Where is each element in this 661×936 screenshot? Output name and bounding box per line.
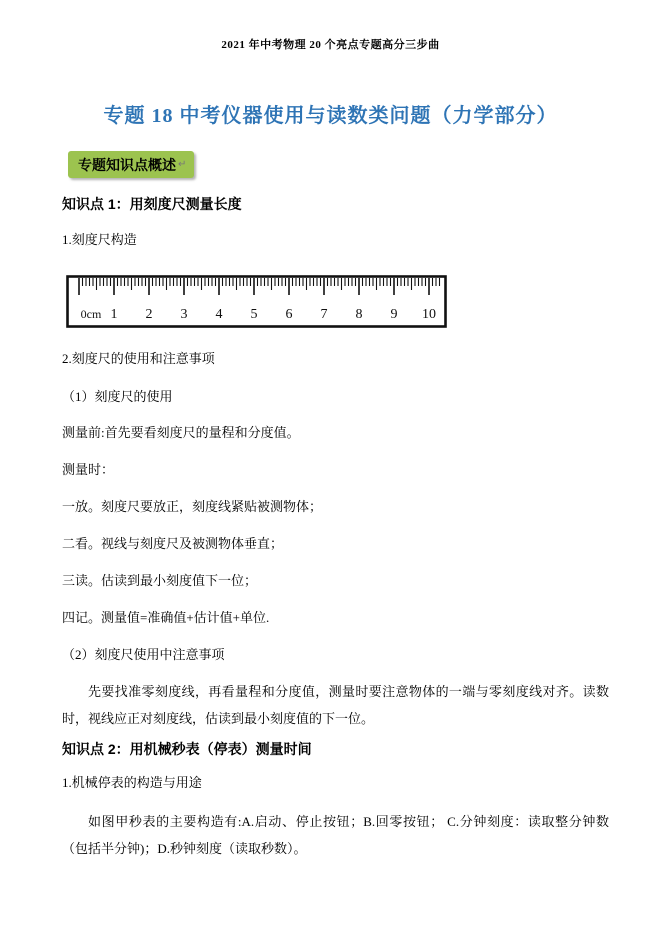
svg-text:10: 10 [422, 307, 436, 322]
svg-text:4: 4 [215, 307, 223, 322]
svg-text:7: 7 [320, 307, 328, 322]
heading-knowledge-point-2: 知识点 2：用机械秒表（停表）测量时间 [62, 741, 312, 757]
heading-knowledge-point-1: 知识点 1：用刻度尺测量长度 [62, 196, 242, 212]
line-step1-place: 一放。刻度尺要放正，刻度线紧贴被测物体； [62, 499, 323, 514]
line-step3-read: 三读。估读到最小刻度值下一位； [62, 573, 258, 588]
line-sub2-heading: （2）刻度尺使用中注意事项 [62, 647, 225, 662]
paragraph-ruler-notes: 先要找准零刻度线，再看量程和分度值，测量时要注意物体的一端与零刻度线对齐。读数时，视线应正对刻度线，估读到最小刻度值的下一位。 [62, 684, 609, 726]
ruler-image [66, 275, 447, 329]
line-usage-heading: 2.刻度尺的使用和注意事项 [62, 351, 215, 366]
page-title: 专题 18 中考仪器使用与读数类问题（力学部分） [103, 105, 558, 127]
svg-text:1: 1 [110, 307, 118, 322]
line-ruler-structure: 1.刻度尺构造 [62, 232, 137, 247]
section-badge-label: 专题知识点概述 [78, 156, 176, 173]
line-before-measure: 测量前:首先要看刻度尺的量程和分度值。 [62, 425, 300, 440]
paragraph-stopwatch-description: 如图甲秒表的主要构造有:A.启动、停止按钮；B.回零按钮； C.分钟刻度：读取整分钟数（包括半分钟)；D.秒钟刻度（读取秒数）。 [62, 814, 609, 856]
ruler-figure [66, 275, 447, 329]
svg-text:9: 9 [390, 307, 398, 322]
line-step4-record: 四记。测量值=准确值+估计值+单位. [62, 610, 270, 625]
running-header: 2021 年中考物理 20 个亮点专题高分三步曲 [221, 39, 440, 51]
section-badge [68, 151, 194, 178]
svg-text:3: 3 [180, 307, 188, 322]
line-step2-look: 二看。视线与刻度尺及被测物体垂直； [62, 536, 284, 551]
svg-text:2: 2 [145, 307, 153, 322]
paragraph-mark-icon: ↵ [178, 159, 187, 170]
svg-text:0cm: 0cm [80, 307, 102, 321]
svg-text:6: 6 [285, 307, 293, 322]
line-stopwatch-structure: 1.机械停表的构造与用途 [62, 775, 202, 790]
line-sub1-heading: （1）刻度尺的使用 [62, 389, 173, 404]
svg-text:5: 5 [250, 307, 258, 322]
line-during-measure: 测量时： [62, 462, 115, 477]
svg-text:8: 8 [355, 307, 363, 322]
